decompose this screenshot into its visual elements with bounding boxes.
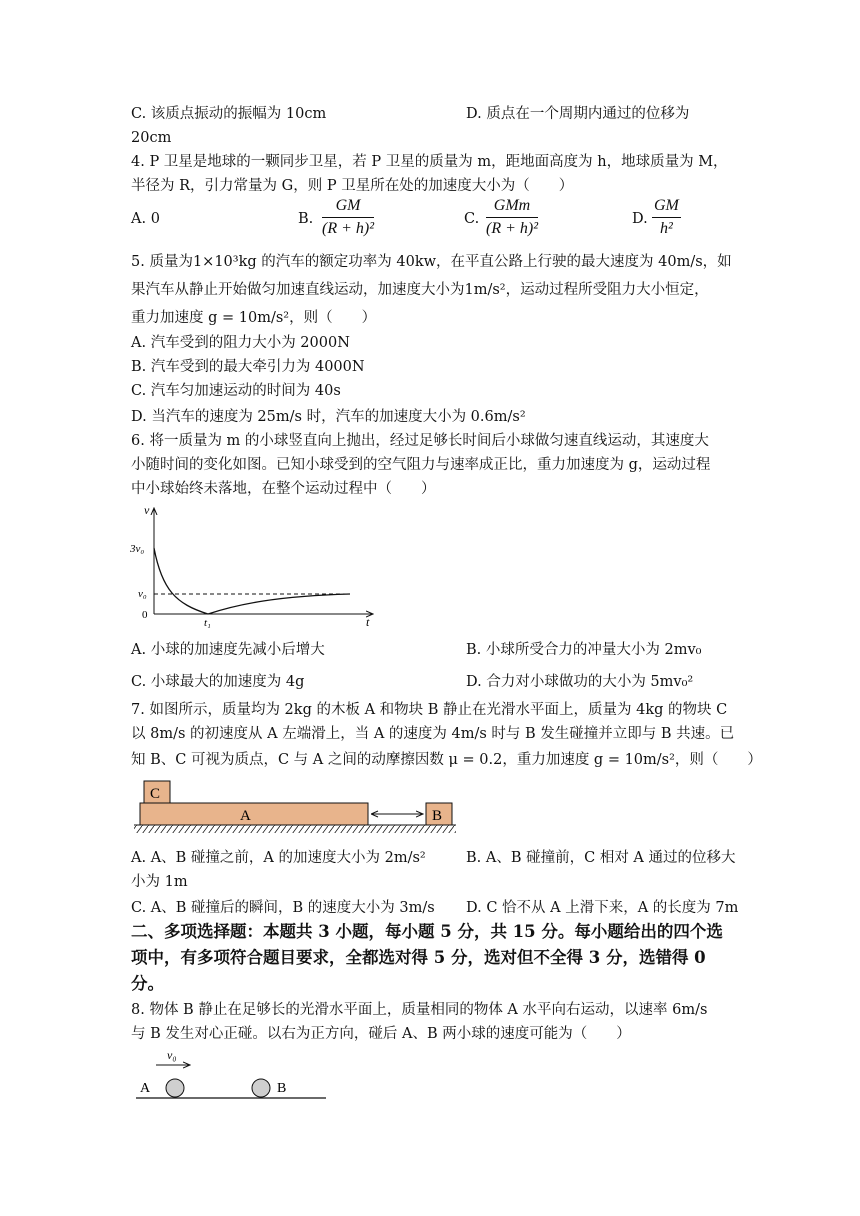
section2-heading-line2: 项中，有多项符合题目要求，全都选对得 5 分，选对但不全得 3 分，选错得 0 (131, 948, 706, 967)
q5-option-c: C. 汽车匀加速运动的时间为 40s (131, 383, 341, 399)
q4-option-b-fraction (322, 197, 374, 238)
q4-option-d-numerator: GM (654, 197, 679, 214)
ball-a-label: A (140, 1081, 151, 1096)
q5-stem-line2: 果汽车从静止开始做匀加速直线运动，加速度大小为1m/s²，运动过程所受阻力大小恒定， (131, 282, 709, 298)
q6-option-b: B. 小球所受合力的冲量大小为 2mv₀ (466, 642, 702, 658)
section2-heading-line1: 二、多项选择题：本题共 3 小题，每小题 5 分，共 15 分。每小题给出的四个选 (131, 922, 723, 941)
q7-stem-line1: 7. 如图所示，质量均为 2kg 的木板 A 和物块 B 静止在光滑水平面上，质量为 4kg 的物块 C (131, 702, 728, 718)
q8-stem-line1: 8. 物体 B 静止在足够长的光滑水平面上，质量相同的物体 A 水平向右运动，以速率 6m/s (131, 1002, 708, 1018)
q8-stem-line2: 与 B 发生对心正碰。以右为正方向，碰后 A、B 两小球的速度可能为（ ） (131, 1026, 631, 1042)
label-b: B (432, 808, 443, 824)
t1-label: t₁ (204, 617, 211, 629)
ball-a (166, 1079, 184, 1097)
q4-option-b-label: B. (298, 211, 314, 227)
q6-option-c: C. 小球最大的加速度为 4g (131, 674, 305, 690)
q5-option-d: D. 当汽车的速度为 25m/s 时，汽车的加速度大小为 0.6m/s² (131, 409, 526, 425)
velocity-time-graph (128, 500, 388, 630)
q4-option-d-denominator: h² (660, 220, 673, 237)
q7-stem-line2: 以 8m/s 的初速度从 A 左端滑上，当 A 的速度为 4m/s 时与 B 发生碰撞并立即与 B 共速。已 (131, 726, 735, 742)
q5-stem-line1: 5. 质量为1×10³kg 的汽车的额定功率为 40kw，在平直公路上行驶的最大速度为 40m/s，如 (131, 254, 732, 270)
label-a: A (240, 808, 251, 824)
board-a (140, 803, 368, 825)
origin-label: 0 (142, 609, 148, 621)
q4-option-d-label: D. (632, 211, 648, 227)
q6-option-d: D. 合力对小球做功的大小为 5mv₀² (466, 674, 694, 690)
velocity-curve (154, 548, 350, 614)
q7-option-c: C. A、B 碰撞后的瞬间，B 的速度大小为 3m/s (131, 900, 435, 916)
label-c: C (150, 786, 161, 802)
q4-option-c-numerator: GMm (493, 197, 531, 214)
q5-stem-line3: 重力加速度 g = 10m/s²，则（ ） (131, 310, 377, 326)
ground-hatch (134, 825, 456, 833)
q4-option-b-numerator: GM (335, 197, 361, 214)
q6-stem-line3: 中小球始终未落地，在整个运动过程中（ ） (131, 481, 436, 497)
q7-option-a: A. A、B 碰撞之前，A 的加速度大小为 2m/s² (131, 850, 426, 866)
q4-stem-line2: 半径为 R，引力常量为 G，则 P 卫星所在处的加速度大小为（ ） (131, 178, 574, 194)
q4-option-c-label: C. (464, 211, 480, 227)
q3-option-c: C. 该质点振动的振幅为 10cm (131, 106, 327, 122)
q6-stem-line1: 6. 将一质量为 m 的小球竖直向上抛出，经过足够长时间后小球做匀速直线运动，其速度大 (131, 433, 709, 449)
t-axis-label: t (366, 615, 370, 629)
q7-option-b: B. A、B 碰撞前，C 相对 A 通过的位移大 (466, 850, 736, 866)
q7-option-b-cont: 小为 1m (131, 874, 188, 890)
q4-option-a: A. 0 (131, 211, 160, 227)
q4-option-b-denominator: (R + h)² (322, 220, 375, 237)
ball-b-label: B (277, 1081, 287, 1096)
y-label-3v0: 3v₀ (130, 543, 145, 555)
q4-stem-line1: 4. P 卫星是地球的一颗同步卫星，若 P 卫星的质量为 m，距地面高度为 h，地球质量为 M， (131, 154, 728, 170)
q7-stem-line3: 知 B、C 可视为质点，C 与 A 之间的动摩擦因数 μ = 0.2，重力加速度 g = 10m/s²，则（ ） (131, 752, 762, 768)
q7-option-d: D. C 恰不从 A 上滑下来，A 的长度为 7m (466, 900, 739, 916)
q4-option-c-denominator: (R + h)² (486, 220, 539, 237)
ball-b (252, 1079, 270, 1097)
section2-heading-line3: 分。 (131, 974, 164, 993)
q3-option-d-cont: 20cm (131, 130, 172, 146)
y-label-v0: v₀ (138, 588, 147, 600)
q3-option-d: D. 质点在一个周期内通过的位移为 (466, 106, 690, 122)
q5-option-a: A. 汽车受到的阻力大小为 2000N (131, 335, 350, 351)
v0-label: v₀ (167, 1048, 177, 1062)
q4-option-d-fraction (652, 197, 681, 238)
v-axis-label: v (144, 503, 150, 517)
q5-option-b: B. 汽车受到的最大牵引力为 4000N (131, 359, 365, 375)
q4-option-c-fraction (486, 197, 538, 238)
collision-figure (132, 1046, 332, 1102)
board-block-figure (130, 778, 460, 838)
q6-option-a: A. 小球的加速度先减小后增大 (131, 642, 325, 658)
q6-stem-line2: 小随时间的变化如图。已知小球受到的空气阻力与速率成正比，重力加速度为 g，运动过程 (131, 457, 711, 473)
